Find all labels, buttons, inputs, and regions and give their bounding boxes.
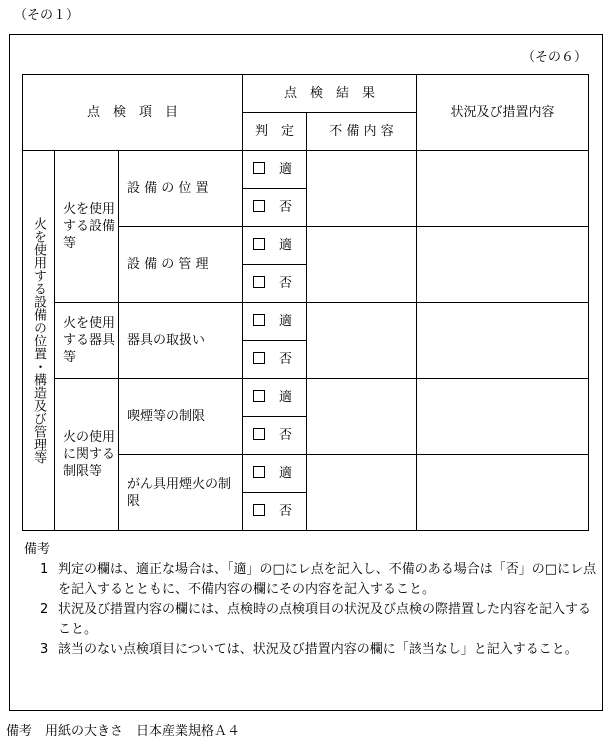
category-label: 火を使用する設備の位置・構造及び管理等 — [31, 217, 46, 464]
judge-ok-checkbox[interactable] — [253, 466, 265, 478]
judge-ok-label: 適 — [279, 238, 293, 253]
page-label: （その１） — [14, 8, 80, 23]
footer-note: 備考 用紙の大きさ 日本産業規格Ａ４ — [6, 724, 241, 739]
notes-title: 備考 — [24, 542, 51, 557]
defect-cell[interactable] — [307, 379, 417, 455]
judge-ok-cell — [243, 303, 307, 341]
situation-cell[interactable] — [417, 455, 589, 531]
defect-cell[interactable] — [307, 455, 417, 531]
judge-ng-checkbox[interactable] — [253, 276, 265, 288]
item-label: 設 備 の 位 置 — [119, 151, 243, 227]
judge-ng-checkbox[interactable] — [253, 504, 265, 516]
note-item — [20, 560, 600, 600]
header-defect: 不 備 内 容 — [307, 113, 417, 151]
judge-ng-cell — [243, 493, 307, 531]
notes-section — [20, 540, 600, 660]
judge-ng-label: 否 — [279, 504, 293, 519]
note-number: 2 — [40, 602, 49, 617]
judge-ng-label: 否 — [279, 428, 293, 443]
note-item — [20, 640, 600, 660]
defect-cell[interactable] — [307, 303, 417, 379]
note-item — [20, 600, 600, 640]
judge-ok-label: 適 — [279, 466, 293, 481]
judge-ok-checkbox[interactable] — [253, 314, 265, 326]
group-cell — [55, 303, 119, 379]
item-label — [119, 455, 258, 531]
group-label: 火を使用する設備等 — [63, 202, 116, 251]
group-cell — [55, 379, 119, 531]
judge-ng-label: 否 — [279, 276, 293, 291]
form-label: （その６） — [522, 50, 588, 65]
note-number: 3 — [40, 642, 49, 657]
judge-ok-checkbox[interactable] — [253, 162, 265, 174]
defect-cell[interactable] — [307, 151, 417, 227]
judge-ok-label: 適 — [279, 162, 293, 177]
judge-ng-checkbox[interactable] — [253, 352, 265, 364]
category-cell — [23, 151, 55, 531]
judge-ng-cell — [243, 265, 307, 303]
item-label: 設 備 の 管 理 — [119, 227, 243, 303]
judge-ng-label: 否 — [279, 352, 293, 367]
note-number: 1 — [40, 562, 49, 577]
item-label: 喫煙等の制限 — [119, 379, 243, 455]
judge-ng-cell — [243, 189, 307, 227]
header-inspection-item: 点 検 項 目 — [23, 75, 243, 151]
situation-cell[interactable] — [417, 227, 589, 303]
judge-ok-cell — [243, 151, 307, 189]
header-result: 点 検 結 果 — [243, 75, 417, 113]
item-label-text: がん具用煙火の制 限 — [127, 476, 258, 509]
header-judgement: 判 定 — [243, 113, 307, 151]
judge-ok-checkbox[interactable] — [253, 238, 265, 250]
note-text: 状況及び措置内容の欄には、点検時の点検項目の状況及び点検の際措置した内容を記入すること。 — [58, 602, 592, 637]
judge-ng-checkbox[interactable] — [253, 200, 265, 212]
situation-cell[interactable] — [417, 151, 589, 227]
group-label: 火を使用する器具等 — [63, 316, 116, 365]
defect-cell[interactable] — [307, 227, 417, 303]
situation-cell[interactable] — [417, 303, 589, 379]
group-cell — [55, 151, 119, 303]
note-text: 判定の欄は、適正な場合は、「適」の□にレ点を記入し、不備のある場合は「否」の□にレ点を記入するとともに、不備内容の欄にその内容を記入すること。 — [58, 562, 597, 597]
group-label: 火の使用に関する制限等 — [63, 430, 116, 479]
situation-cell[interactable] — [417, 379, 589, 455]
note-text: 該当のない点検項目については、状況及び措置内容の欄に「該当なし」と記入すること。 — [58, 642, 578, 657]
item-label: 器具の取扱い — [119, 303, 243, 379]
header-situation: 状況及び措置内容 — [417, 75, 589, 151]
judge-ok-label: 適 — [279, 390, 293, 405]
judge-ng-checkbox[interactable] — [253, 428, 265, 440]
judge-ok-cell — [243, 379, 307, 417]
judge-ok-cell — [243, 227, 307, 265]
judge-ok-label: 適 — [279, 314, 293, 329]
judge-ok-checkbox[interactable] — [253, 390, 265, 402]
judge-ng-label: 否 — [279, 200, 293, 215]
inspection-table — [22, 74, 589, 531]
judge-ng-cell — [243, 417, 307, 455]
judge-ng-cell — [243, 341, 307, 379]
